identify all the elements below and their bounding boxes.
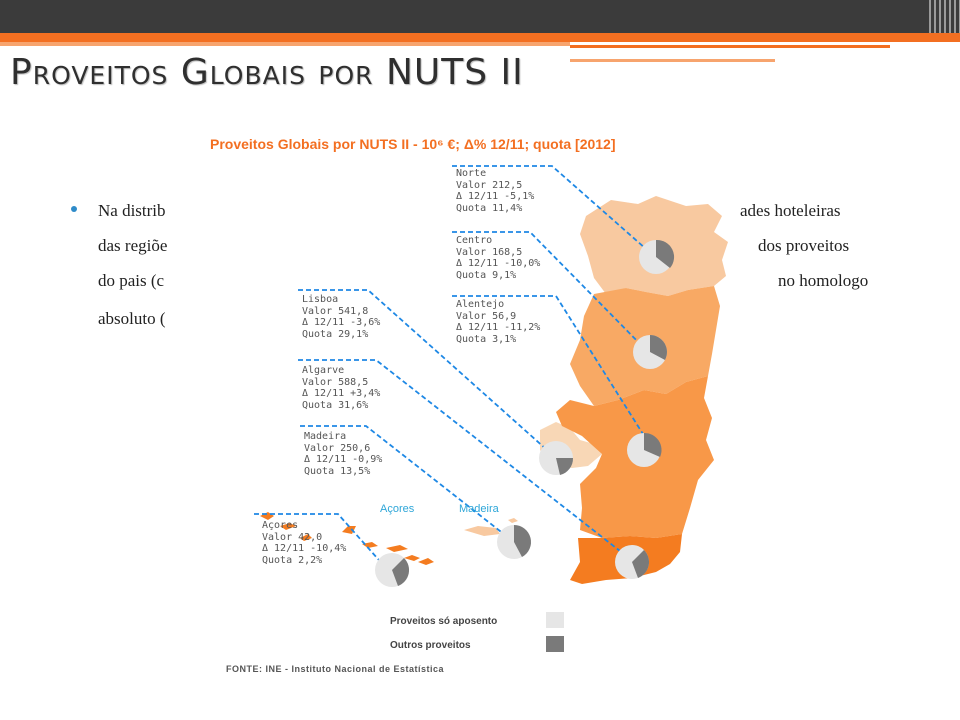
legend-swatch-outros	[546, 636, 564, 652]
figure-title: Proveitos Globais por NUTS II - 10⁶ €; Δ% 12/11; quota [2012]	[210, 136, 616, 152]
slide-title: Proveitos Globais por NUTS II	[10, 52, 524, 93]
bullet-text-line2-left: das regiõe	[98, 236, 168, 255]
pie-centro	[633, 335, 667, 369]
bullet-text-line3-right: no homologo	[778, 271, 869, 290]
title-rule-lower	[570, 59, 775, 62]
bullet-icon	[71, 206, 77, 212]
label-acores: Açores Valor 42,0 Δ 12/11 -10,4% Quota 2,2%	[262, 520, 347, 566]
map-caption-acores: Açores	[380, 503, 415, 515]
label-centro: Centro Valor 168,5 Δ 12/11 -10,0% Quota 9,1%	[456, 235, 541, 281]
bullet-text-line4-left: absoluto (	[98, 309, 166, 328]
label-madeira: Madeira Valor 250,6 Δ 12/11 -0,9% Quota 13,5%	[304, 431, 383, 477]
header-dark-bar	[0, 0, 960, 33]
legend-label-outros: Outros proveitos	[390, 640, 471, 651]
pie-acores	[375, 553, 409, 587]
pie-madeira	[497, 525, 531, 559]
label-lisboa: Lisboa Valor 541,8 Δ 12/11 -3,6% Quota 29,1%	[302, 294, 381, 340]
bullet-text-line1-left: Na distrib	[98, 201, 166, 220]
label-algarve: Algarve Valor 588,5 Δ 12/11 +3,4% Quota 31,6%	[302, 365, 381, 411]
map-caption-madeira: Madeira	[459, 503, 499, 515]
map-figure	[186, 124, 738, 680]
pie-lisboa	[539, 441, 573, 475]
legend-swatch-aposento	[546, 612, 564, 628]
label-norte: Norte Valor 212,5 Δ 12/11 -5,1% Quota 11,4%	[456, 168, 535, 214]
label-alentejo: Alentejo Valor 56,9 Δ 12/11 -11,2% Quota 3,1%	[456, 299, 541, 345]
pie-algarve	[615, 545, 649, 579]
figure-source: FONTE: INE - Instituto Nacional de Estatística	[226, 664, 445, 674]
header-orange-bar	[0, 33, 960, 42]
legend-label-aposento: Proveitos só aposento	[390, 616, 498, 627]
bullet-text-line2-right: dos proveitos	[758, 236, 850, 255]
bullet-text-line3-left: do pais (c	[98, 271, 165, 290]
bullet-text-line1-right: ades hoteleiras	[740, 201, 841, 220]
header-orange-band	[0, 42, 570, 46]
title-rule-upper	[570, 45, 890, 48]
